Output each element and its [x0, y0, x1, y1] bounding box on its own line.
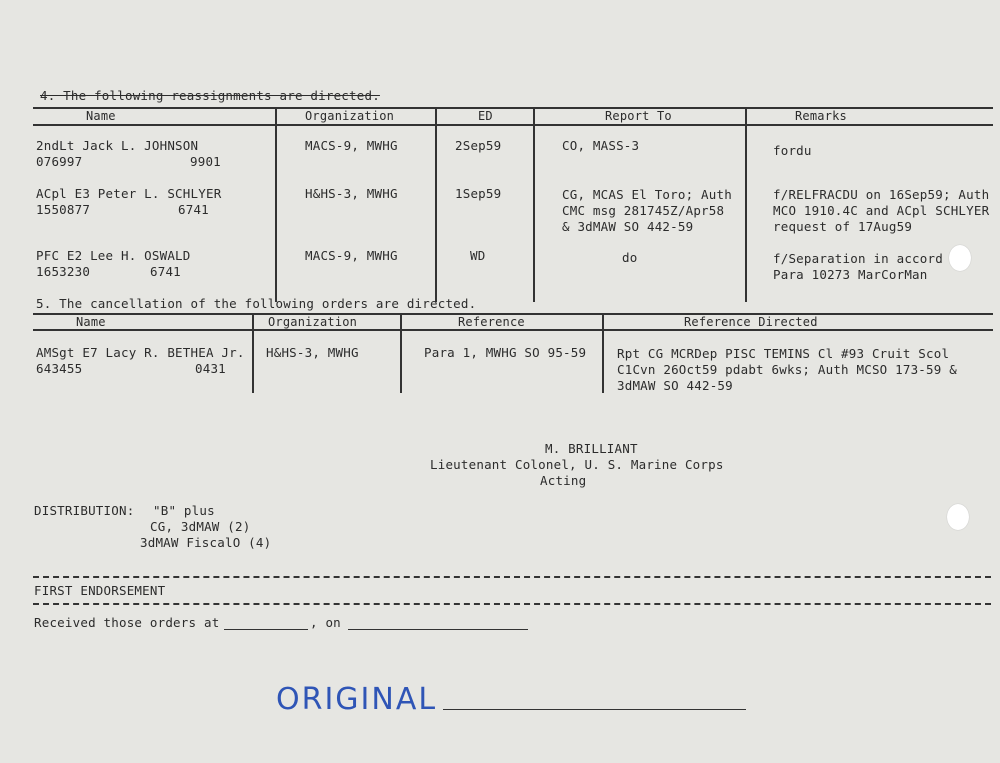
- row-service-number: 1653230: [36, 264, 91, 279]
- distribution-item: "B" plus: [153, 503, 215, 518]
- distribution-item: CG, 3dMAW (2): [150, 519, 251, 534]
- row-report-to: CG, MCAS El Toro; Auth: [562, 187, 732, 202]
- section4-header-organization: Organization: [305, 109, 395, 123]
- cancel-row-name: AMSgt E7 Lacy R. BETHEA Jr.: [36, 345, 245, 360]
- section4-top-rule: [33, 107, 993, 109]
- row-ed: 1Sep59: [455, 186, 502, 201]
- section5-heading: 5. The cancellation of the following orders are directed.: [36, 296, 477, 311]
- section4-col-divider: [435, 107, 437, 302]
- cancel-row-reference-directed: 3dMAW SO 442-59: [617, 378, 733, 393]
- section4-col-divider: [745, 107, 747, 302]
- section4-heading: 4. The following reassignments are directed.: [40, 88, 380, 103]
- row-ed: WD: [470, 248, 486, 263]
- row-organization: MACS-9, MWHG: [305, 248, 398, 263]
- row-service-number: 1550877: [36, 202, 91, 217]
- signature-title: Lieutenant Colonel, U. S. Marine Corps: [430, 457, 724, 472]
- section4-header-remarks: Remarks: [795, 109, 847, 123]
- original-stamp: ORIGINAL: [276, 682, 438, 717]
- row-remarks: f/Separation in accord: [773, 251, 943, 266]
- received-at-blank: [224, 629, 308, 630]
- row-service-number: 076997: [36, 154, 83, 169]
- row-report-to: do: [622, 250, 638, 265]
- distribution-label: DISTRIBUTION:: [34, 503, 135, 518]
- section5-header-organization: Organization: [268, 315, 358, 329]
- punch-hole: [947, 504, 969, 530]
- row-mos: 6741: [150, 264, 181, 279]
- row-organization: H&HS-3, MWHG: [305, 186, 398, 201]
- row-name: PFC E2 Lee H. OSWALD: [36, 248, 191, 263]
- row-remarks: fordu: [773, 143, 812, 158]
- row-remarks: MCO 1910.4C and ACpl SCHLYER: [773, 203, 990, 218]
- row-name: 2ndLt Jack L. JOHNSON: [36, 138, 199, 153]
- section5-header-name: Name: [76, 315, 106, 329]
- signature-name: M. BRILLIANT: [545, 441, 638, 456]
- section5-header-reference: Reference: [458, 315, 525, 329]
- received-on-label: , on: [310, 615, 341, 630]
- section4-header-rule: [33, 124, 993, 126]
- row-ed: 2Sep59: [455, 138, 502, 153]
- row-report-to: CMC msg 281745Z/Apr58: [562, 203, 725, 218]
- endorsement-heading-rule: [33, 603, 991, 605]
- distribution-item: 3dMAW FiscalO (4): [140, 535, 272, 550]
- signature-line: [443, 709, 746, 710]
- endorsement-heading: FIRST ENDORSEMENT: [34, 583, 166, 598]
- cancel-row-mos: 0431: [195, 361, 226, 376]
- endorsement-separator: [33, 576, 991, 578]
- received-on-blank: [348, 629, 528, 630]
- row-name: ACpl E3 Peter L. SCHLYER: [36, 186, 222, 201]
- cancel-row-reference-directed: C1Cvn 26Oct59 pdabt 6wks; Auth MCSO 173-59 &: [617, 362, 957, 377]
- section5-header-reference-directed: Reference Directed: [684, 315, 818, 329]
- section4-header-report-to: Report To: [605, 109, 672, 123]
- section5-col-divider: [400, 313, 402, 393]
- section5-header-rule: [33, 329, 993, 331]
- row-organization: MACS-9, MWHG: [305, 138, 398, 153]
- signature-capacity: Acting: [540, 473, 587, 488]
- received-orders-label: Received those orders at: [34, 615, 220, 630]
- cancel-row-reference: Para 1, MWHG SO 95-59: [424, 345, 587, 360]
- row-remarks: f/RELFRACDU on 16Sep59; Auth: [773, 187, 990, 202]
- section4-header-ed: ED: [478, 109, 493, 123]
- row-report-to: CO, MASS-3: [562, 138, 640, 153]
- row-remarks: request of 17Aug59: [773, 219, 913, 234]
- section4-col-divider: [275, 107, 277, 302]
- section5-col-divider: [602, 313, 604, 393]
- row-report-to: & 3dMAW SO 442-59: [562, 219, 694, 234]
- row-mos: 9901: [190, 154, 221, 169]
- row-mos: 6741: [178, 202, 209, 217]
- cancel-row-organization: H&HS-3, MWHG: [266, 345, 359, 360]
- cancel-row-reference-directed: Rpt CG MCRDep PISC TEMINS Cl #93 Cruit Scol: [617, 346, 950, 361]
- section4-header-name: Name: [86, 109, 116, 123]
- section4-col-divider: [533, 107, 535, 302]
- row-remarks: Para 10273 MarCorMan: [773, 267, 928, 282]
- punch-hole: [949, 245, 971, 271]
- cancel-row-service-number: 643455: [36, 361, 83, 376]
- section5-col-divider: [252, 313, 254, 393]
